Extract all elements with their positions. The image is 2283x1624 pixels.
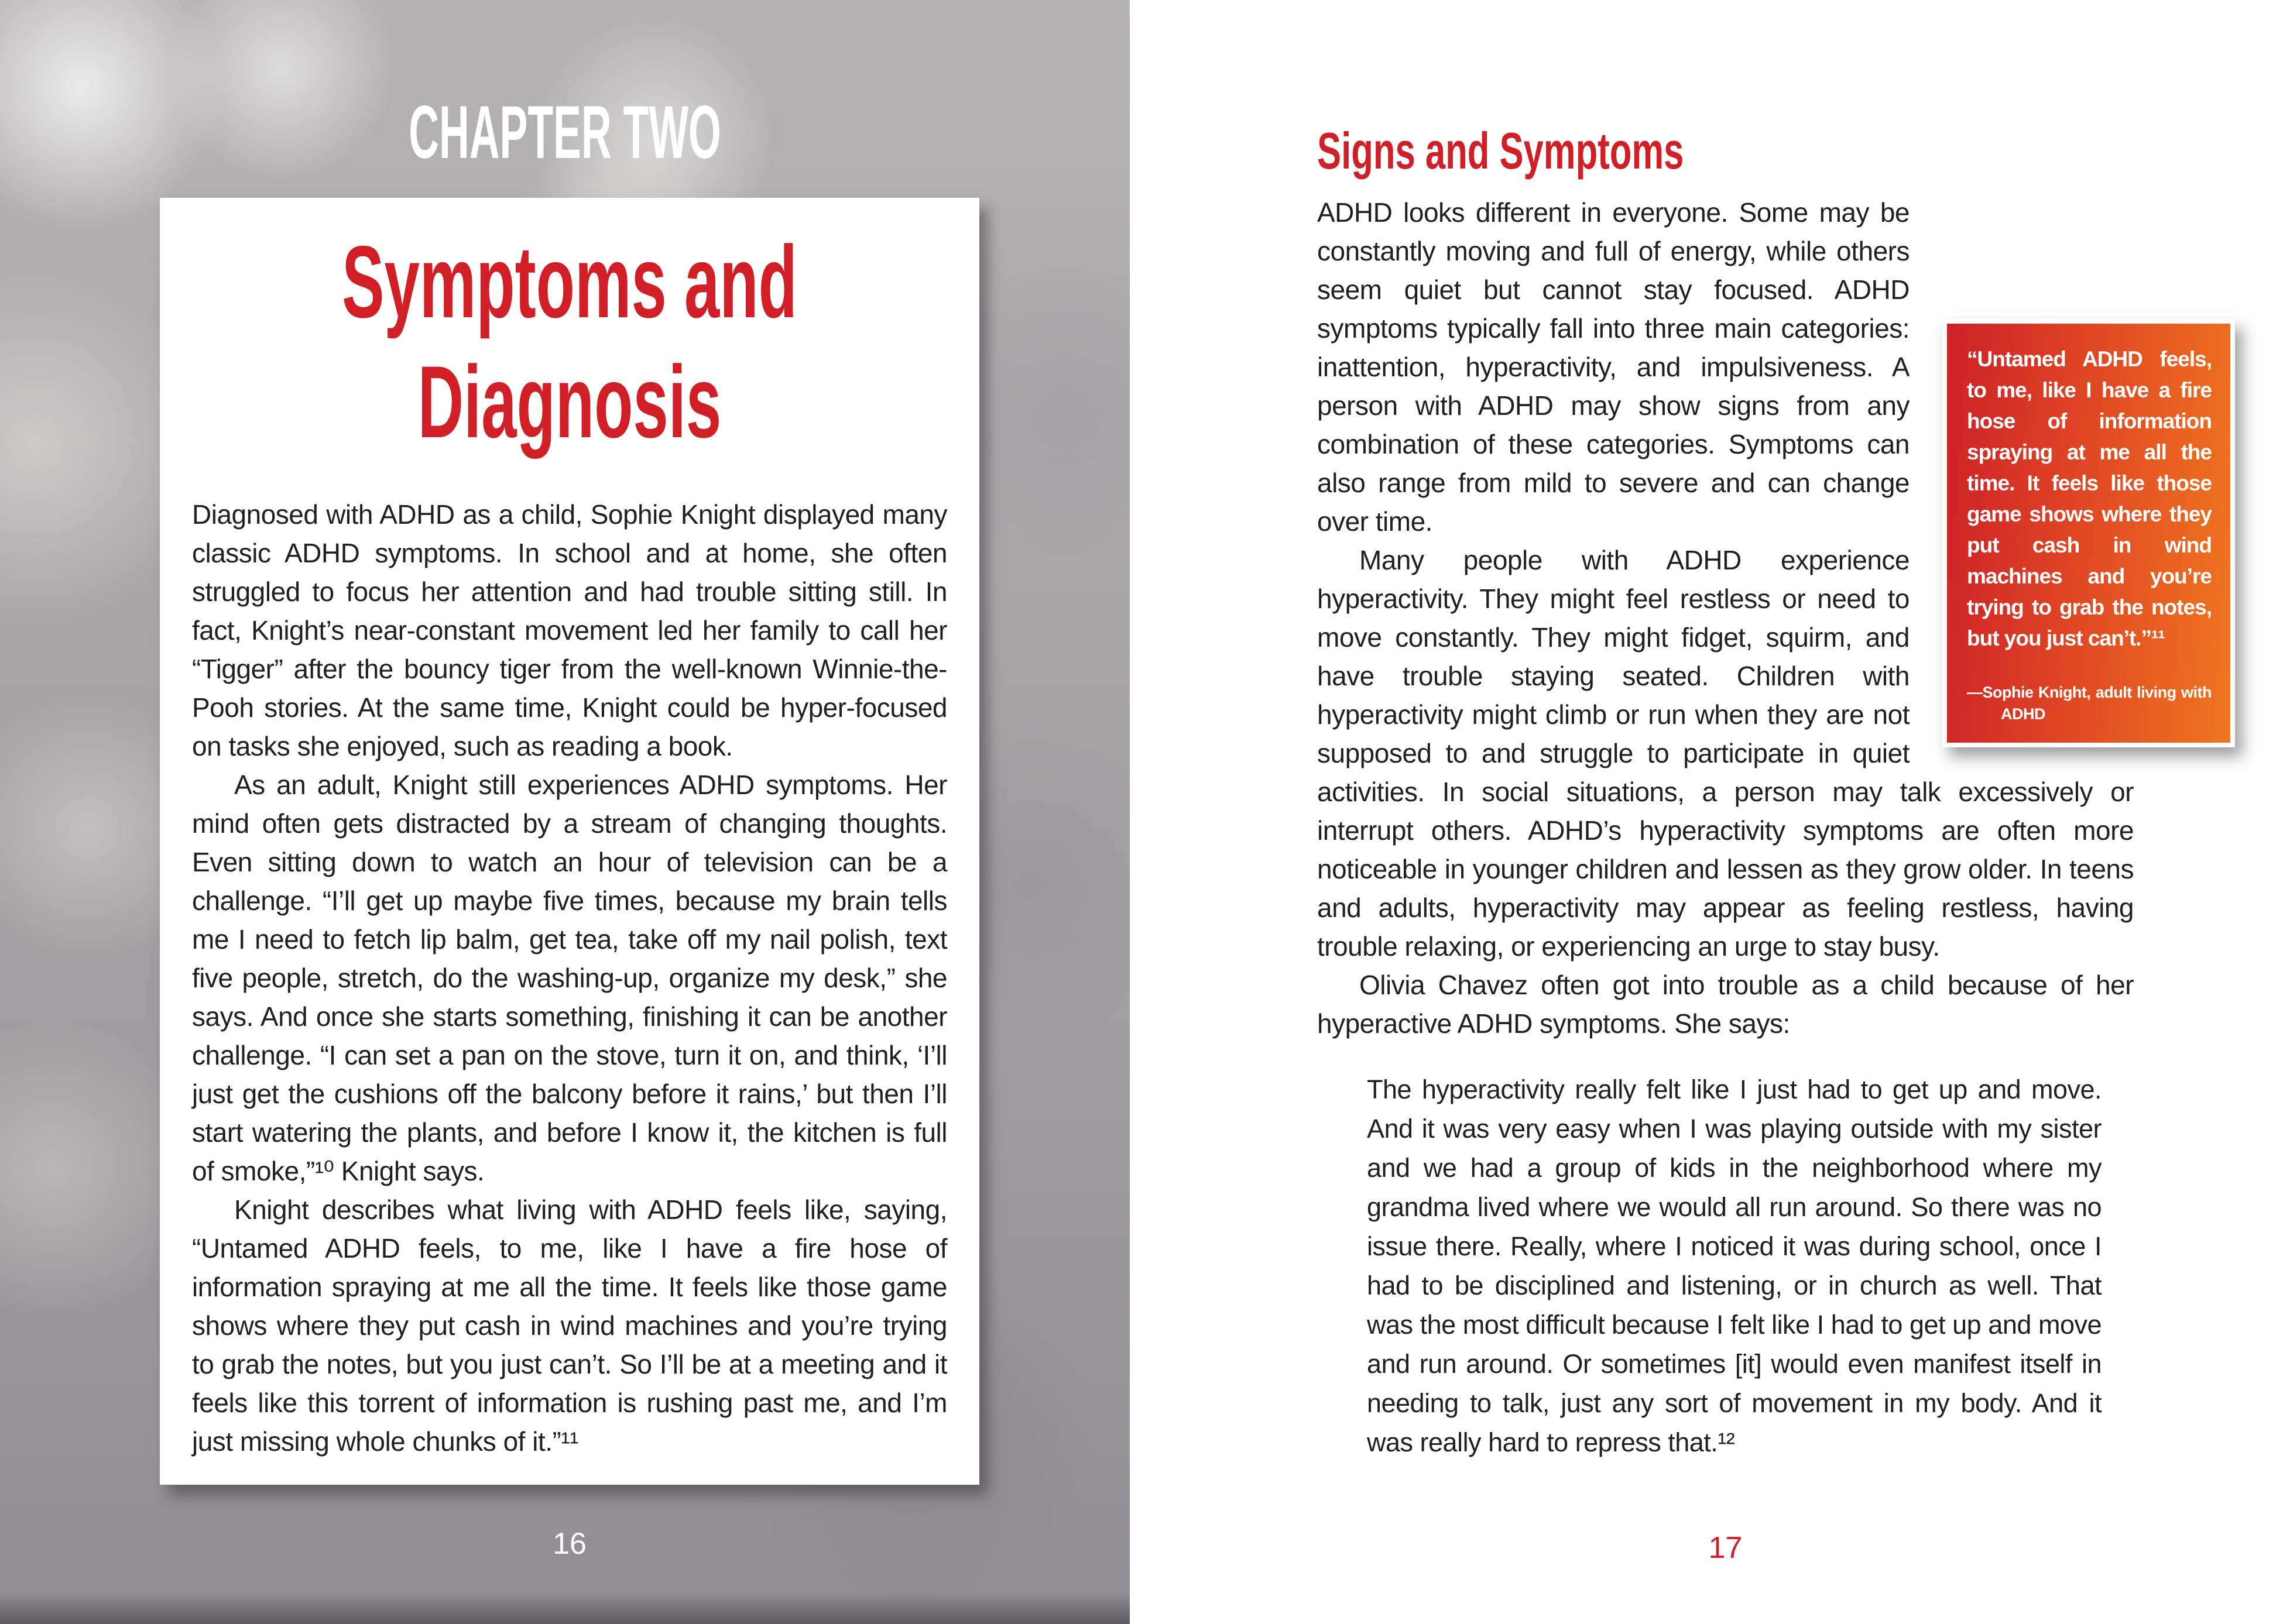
chapter-title bbox=[335, 222, 804, 462]
pullquote-attribution: —Sophie Knight, adult living with ADHD bbox=[1967, 684, 2212, 723]
right-page bbox=[1130, 0, 2283, 1624]
left-page bbox=[0, 0, 1130, 1624]
page-bottom-shadow bbox=[0, 1592, 1130, 1624]
chapter-title-line1: Symptoms and bbox=[342, 225, 797, 339]
page-number-right: 17 bbox=[1708, 1531, 1743, 1565]
pullquote-box bbox=[1942, 319, 2235, 747]
paragraph: As an adult, Knight still experiences ADHD symptoms. Her mind often gets distracted by a stream of changing thoughts. Even sitting down to watch an hour of television can be a challenge. “I’ll get up maybe five times, because my brain tells me I need to fetch lip balm, get tea, take off my nail polish, text five people, stretch, do the washing-up, organize my desk,” she says. And once she starts something, finishing it can be another challenge. “I can set a pan on the stove, turn it on, and think, ‘I’ll just get the cushions off the balcony before it rains,’ but then I’ll start watering the plants, and before I know it, the kitchen is full of smoke,”¹⁰ Knight says. bbox=[192, 770, 947, 1186]
paragraph: Many people with ADHD experience hyperactivity. They might feel restless or need to move constantly. They might fidget, squirm, and have trouble staying seated. Children with hyperactivity might climb or run when they are not supposed to and struggle to participate in quiet activities. In social situations, a person may talk excessively or interrupt others. ADHD’s hyperactivity symptoms are often more noticeable in younger children and lessen as they grow older. In teens and adults, hyperactivity may appear as feeling restless, having trouble relaxing, or experiencing an urge to stay busy. bbox=[1317, 545, 2134, 962]
paragraph bbox=[1317, 193, 2212, 723]
left-body bbox=[192, 495, 947, 1461]
pullquote-text: “Untamed ADHD feels, to me, like I have a fire hose of information spraying at me all the time. It feels like those game shows where they put cash in wind machines and you’re trying to grab the notes, but you just can’t.”¹¹ bbox=[1967, 347, 2212, 650]
extended-quote: The hyperactivity really felt like I just had to get up and move. And it was very easy when I was playing outside with my sister and we had a group of kids in the neighborhood where my grandma lived where we would all run around. So there was no issue there. Really, where I noticed it was during school, once I had to be disciplined and listening, or in church as well. That was the most difficult because I felt like I had to get up and move and run around. Or sometimes [it] would even manifest itself in needing to talk, just any sort of movement in my body. And it was really hard to repress that.¹² bbox=[1367, 1074, 2102, 1457]
paragraph: Diagnosed with ADHD as a child, Sophie Knight displayed many classic ADHD symptoms. In school and at home, she often struggled to focus her attention and had trouble sitting still. In fact, Knight’s near-constant movement led her family to call her “Tigger” after the bouncy tiger from the well-known Winnie-the-Pooh stories. At the same time, Knight could be hyper-focused on tasks she enjoyed, such as reading a book. bbox=[192, 499, 947, 761]
chapter-title-box bbox=[160, 198, 979, 1485]
page-number-left: 16 bbox=[553, 1527, 587, 1561]
chapter-kicker: CHAPTER TWO bbox=[409, 91, 721, 174]
paragraph: Olivia Chavez often got into trouble as a child because of her hyperactive ADHD symptoms. She says: bbox=[1317, 970, 2134, 1039]
section-heading: Signs and Symptoms bbox=[1317, 122, 1684, 180]
chapter-title-line2: Diagnosis bbox=[417, 345, 722, 459]
paragraph: Knight describes what living with ADHD feels like, saying, “Untamed ADHD feels, to me, like I have a fire hose of information spraying at me all the time. It feels like those game shows where they put cash in wind machines and you’re trying to grab the notes, but you just can’t. So I’ll be at a meeting and it feels like this torrent of information is rushing past me, and I’m just missing whole chunks of it.”¹¹ bbox=[192, 1194, 947, 1457]
right-content bbox=[1317, 122, 2212, 1462]
paragraph-text: ADHD looks different in everyone. Some may be constantly moving and full of energy, while others seem quiet but cannot stay focused. ADHD symptoms typically fall into three main categories: inattention, hyperactivity, and impulsiveness. A person with ADHD may show signs from any combination of these categories. Symptoms can also range from mild to severe and can change over time. bbox=[1317, 197, 1910, 537]
